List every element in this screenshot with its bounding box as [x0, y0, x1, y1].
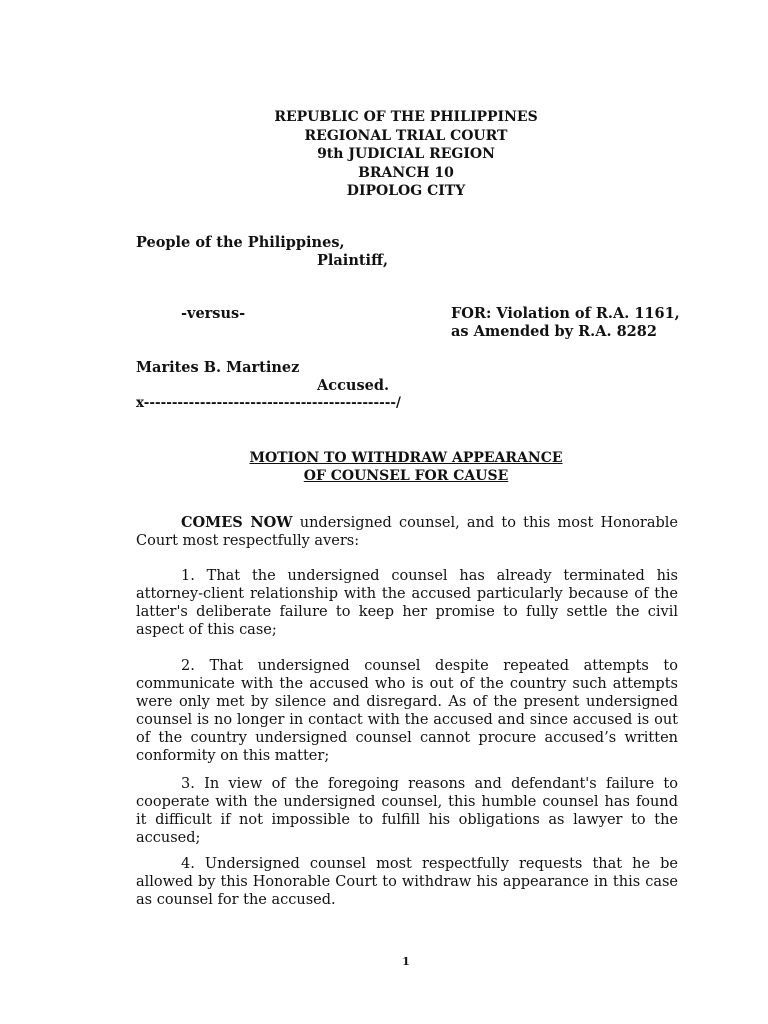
paragraph-2: 2. That undersigned counsel despite repeated attempts to communicate with the accused who is out of the country such attempts were only met by silence and disregard. As of the present undersigned counsel is no longer in contact with the accused and since accused is out of the country undersigned counsel cannot procure accused’s written conformity on this matter;	[136, 658, 678, 764]
motion-title	[0, 449, 768, 485]
caption-republic: REPUBLIC OF THE PHILIPPINES	[274, 109, 538, 125]
court-caption	[0, 108, 768, 201]
paragraph-4: 4. Undersigned counsel most respectfully requests that he be allowed by this Honorable Court to withdraw his appearance in this case as counsel for the accused.	[136, 856, 678, 908]
motion-title-line-2: OF COUNSEL FOR CAUSE	[303, 468, 509, 484]
page-number: 1	[402, 955, 410, 968]
charge-line-1: FOR: Violation of R.A. 1161,	[451, 305, 680, 322]
plaintiff-role: Plaintiff,	[317, 252, 389, 269]
charge-line-2: as Amended by R.A. 8282	[451, 323, 657, 340]
accused-role: Accused.	[317, 377, 390, 394]
caption-separator: x---------------------------------------------/	[136, 395, 401, 411]
versus-label: -versus-	[181, 305, 246, 322]
motion-title-line-1: MOTION TO WITHDRAW APPEARANCE	[249, 450, 563, 466]
paragraph-3: 3. In view of the foregoing reasons and defendant's failure to cooperate with the undersigned counsel, this humble counsel has found it difficult if not impossible to fulfill his obligations as lawyer to the accused;	[136, 776, 678, 846]
accused-name: Marites B. Martinez	[136, 359, 300, 376]
caption-court: REGIONAL TRIAL COURT	[304, 127, 508, 144]
intro-paragraph	[136, 514, 678, 550]
intro-text: undersigned counsel, and to this most Honorable Court most respectfully avers:	[136, 515, 678, 549]
caption-branch: BRANCH 10	[358, 164, 454, 181]
intro-lead: COMES NOW	[181, 514, 293, 531]
plaintiff-name: People of the Philippines,	[136, 234, 345, 251]
caption-region: 9th JUDICIAL REGION	[317, 146, 495, 162]
caption-city: DIPOLOG CITY	[346, 183, 466, 199]
paragraph-1: 1. That the undersigned counsel has already terminated his attorney-client relationship with the accused particularly because of the latter's deliberate failure to keep her promise to fully settle the civil aspect of this case;	[136, 568, 678, 638]
